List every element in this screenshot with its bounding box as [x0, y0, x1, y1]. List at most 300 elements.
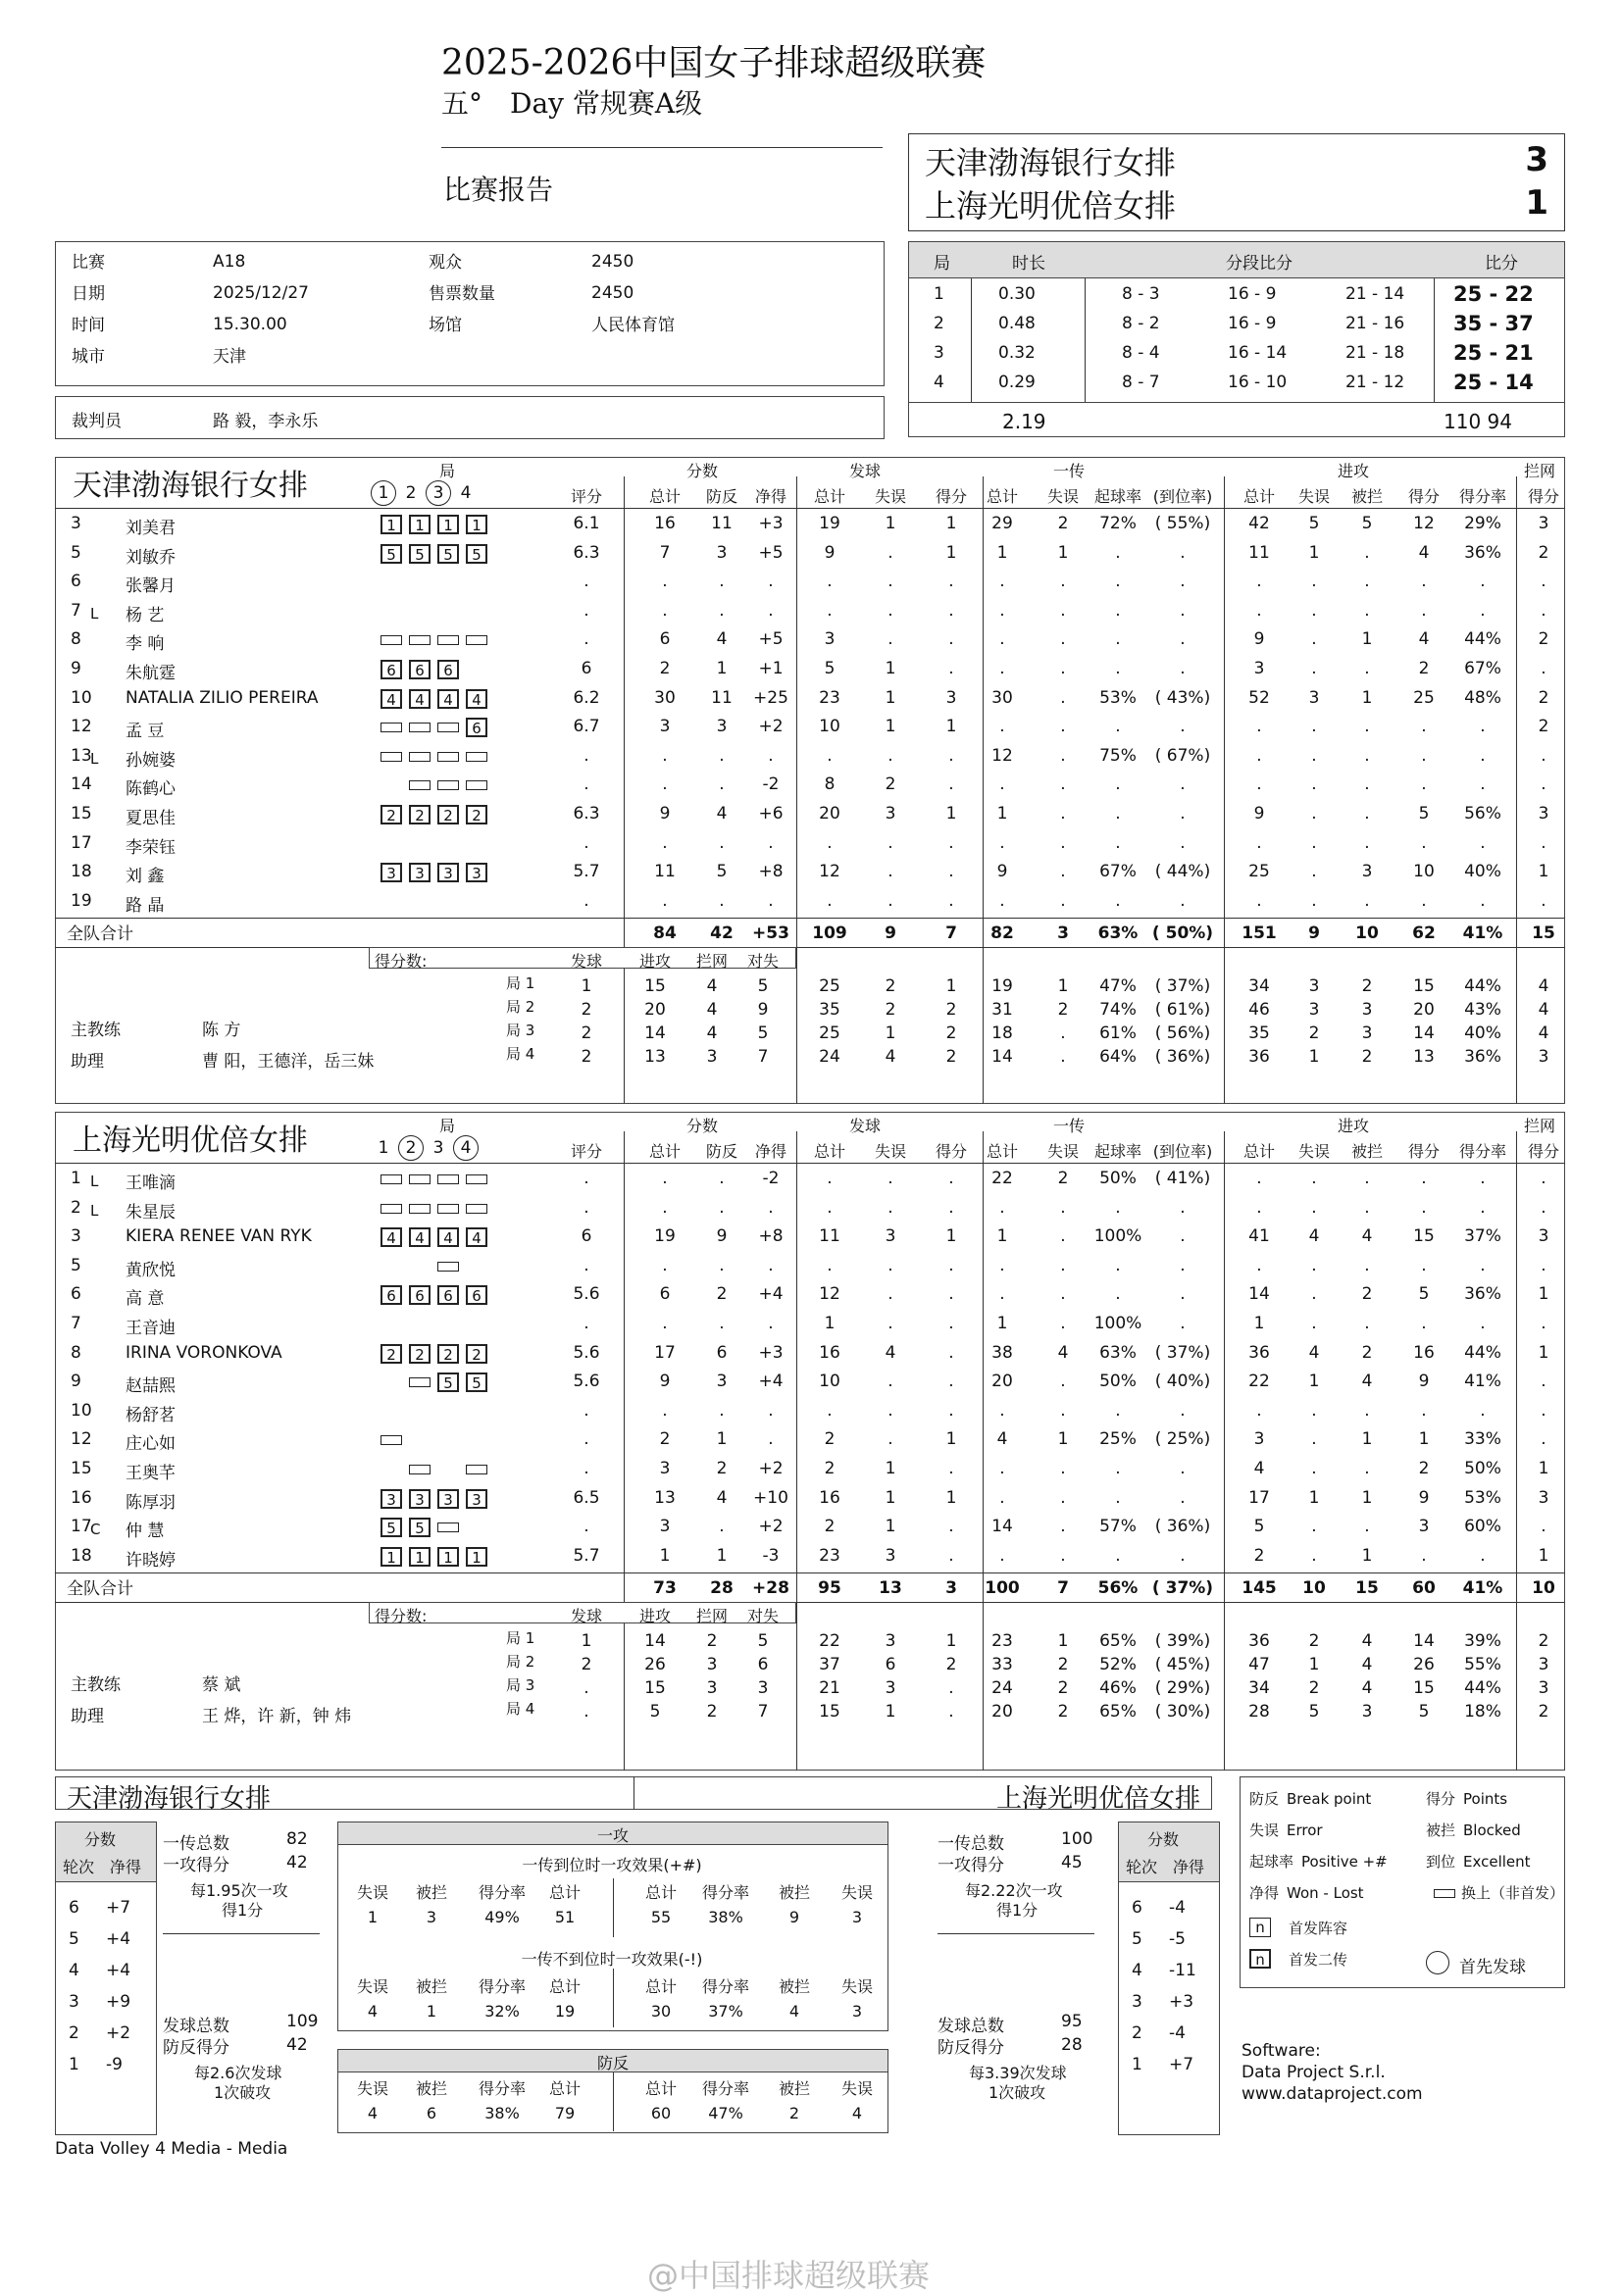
- sub-marker: [437, 752, 459, 762]
- sub-header: 总计: [644, 1883, 677, 1902]
- sub-header: 被拦: [778, 1883, 810, 1902]
- stat-cell: .: [1311, 629, 1317, 650]
- coach-label: 主教练: [71, 1675, 121, 1696]
- starting-position: 2: [409, 1344, 431, 1364]
- total-cell: 100: [985, 1578, 1020, 1599]
- stat-cell: .: [768, 745, 774, 766]
- set-indicator: 2: [398, 1135, 424, 1161]
- starting-position: 5: [466, 544, 487, 564]
- side-value: 109: [286, 2012, 319, 2031]
- stat-cell: 9: [996, 862, 1008, 882]
- stat-cell: 30: [991, 687, 1013, 708]
- time-value: 15.30.00: [213, 315, 287, 334]
- points-cell: 20: [644, 1000, 666, 1021]
- total-label: 全队合计: [67, 1579, 133, 1600]
- stat-cell: 1: [1361, 629, 1373, 650]
- good-pass-value: 49%: [484, 1908, 520, 1926]
- stat-cell: .: [887, 745, 893, 766]
- set-stat-cell: .: [948, 1678, 954, 1699]
- stat-cell: 5.7: [573, 862, 600, 882]
- set-stat-cell: 2: [1361, 976, 1373, 997]
- side-value: 100: [1061, 1829, 1093, 1849]
- stat-cell: .: [1421, 572, 1427, 592]
- legend-desc: Blocked: [1463, 1822, 1521, 1839]
- stat-cell: .: [1256, 1197, 1262, 1218]
- legend-item: [1249, 1820, 1323, 1840]
- stat-cell: .: [1115, 659, 1121, 678]
- stat-cell: 4: [1308, 1226, 1320, 1247]
- legend-item: 首先发球: [1459, 1958, 1526, 1977]
- total-duration: 2.19: [1002, 410, 1046, 433]
- stat-cell: .: [887, 1197, 893, 1218]
- group-label: 局: [438, 462, 455, 480]
- rotation-net: +4: [106, 1961, 131, 1980]
- set-stat-cell: .: [1060, 1047, 1066, 1068]
- stat-cell: 2: [1057, 514, 1069, 533]
- starting-position: 5: [409, 544, 431, 564]
- sub-marker: [437, 1262, 459, 1272]
- total-cell: ( 50%): [1151, 923, 1214, 944]
- stat-cell: .: [999, 600, 1005, 621]
- stat-cell: .: [1541, 832, 1546, 853]
- stat-cell: 29%: [1464, 514, 1501, 533]
- defense-value: 47%: [708, 2104, 743, 2122]
- stat-cell: .: [948, 1517, 954, 1537]
- player-name: 朱航霆: [126, 664, 176, 683]
- sub-header: 得分率: [701, 2079, 749, 2098]
- set-stat-cell: 25: [819, 976, 840, 997]
- stat-cell: .: [999, 1197, 1005, 1218]
- stat-cell: 1: [885, 1459, 896, 1478]
- software-url: www.dataproject.com: [1242, 2084, 1423, 2104]
- stat-cell: .: [1311, 1517, 1317, 1537]
- stat-cell: ( 41%): [1154, 1169, 1211, 1188]
- stat-cell: .: [1541, 1429, 1546, 1450]
- set-stat-cell: 34: [1248, 1678, 1270, 1699]
- stat-cell: .: [1115, 774, 1121, 795]
- side-note: 每3.39次发球: [969, 2064, 1067, 2082]
- column-header: 评分: [570, 1142, 602, 1161]
- set-stat-cell: 2: [945, 1047, 957, 1068]
- column-header: 总计: [648, 1142, 681, 1161]
- stat-cell: .: [1364, 745, 1370, 766]
- set-label: 局 4: [506, 1045, 535, 1064]
- stat-cell: 33%: [1464, 1429, 1501, 1450]
- stat-cell: 1: [945, 1429, 957, 1450]
- stat-cell: 2: [1538, 629, 1549, 650]
- stat-cell: .: [768, 1197, 774, 1218]
- set-stat-cell: 1: [945, 976, 957, 997]
- stat-cell: 3: [885, 1226, 896, 1247]
- total-cell: 145: [1242, 1578, 1277, 1599]
- set-indicator: 3: [432, 1138, 444, 1158]
- stat-cell: 2: [1057, 1169, 1069, 1188]
- stat-cell: .: [1541, 774, 1546, 795]
- stat-cell: .: [719, 890, 725, 911]
- starting-position: 2: [437, 1344, 459, 1364]
- stat-cell: .: [768, 1400, 774, 1421]
- points-cell: 4: [706, 1000, 718, 1021]
- set-row-cell: 8 - 3: [1122, 284, 1160, 304]
- stat-cell: .: [768, 1314, 774, 1333]
- stat-cell: .: [999, 1487, 1005, 1508]
- player-name: 夏思佳: [126, 809, 176, 828]
- stat-cell: .: [1364, 832, 1370, 853]
- stat-cell: .: [583, 1517, 589, 1537]
- sub-marker: [437, 780, 459, 790]
- points-col-header: 拦网: [695, 952, 728, 972]
- set-indicators: [371, 1135, 481, 1161]
- stat-cell: 2: [1538, 687, 1549, 708]
- assistant-names: 曹 阳，王德洋，岳三妹: [202, 1052, 375, 1073]
- stat-cell: .: [887, 1284, 893, 1305]
- points-cell: 3: [757, 1678, 769, 1699]
- rotation-net: +2: [106, 2023, 131, 2043]
- legend-abbr: 起球率: [1249, 1853, 1294, 1871]
- stat-cell: 12: [991, 745, 1013, 766]
- set-label: 局 4: [506, 1700, 535, 1719]
- stat-cell: 41: [1248, 1226, 1270, 1247]
- player-name: 仲 慧: [126, 1522, 165, 1542]
- sub-marker: [437, 1204, 459, 1214]
- player-number: 5: [71, 542, 81, 563]
- rotation-title: 分数: [84, 1830, 117, 1849]
- points-cell: 14: [644, 1023, 666, 1044]
- stat-cell: .: [662, 572, 668, 592]
- stat-cell: .: [887, 1372, 893, 1392]
- stat-cell: .: [1060, 832, 1066, 853]
- stat-cell: .: [719, 745, 725, 766]
- sub-marker: [380, 1435, 402, 1445]
- stat-cell: .: [1115, 600, 1121, 621]
- stat-cell: 1: [1361, 1545, 1373, 1566]
- stat-cell: .: [1364, 659, 1370, 678]
- stat-cell: +5: [758, 629, 784, 650]
- stat-cell: .: [1421, 1400, 1427, 1421]
- stat-cell: .: [1060, 862, 1066, 882]
- points-cell: .: [583, 1702, 589, 1722]
- set-stat-cell: 3: [1538, 1655, 1549, 1675]
- starting-setter-icon: n: [1249, 1949, 1271, 1969]
- stat-cell: 56%: [1464, 804, 1501, 824]
- points-cell: 2: [581, 1047, 592, 1068]
- stat-cell: 4: [1057, 1342, 1069, 1363]
- stat-cell: .: [1541, 1372, 1546, 1392]
- stat-cell: .: [1311, 1429, 1317, 1450]
- stat-cell: .: [1480, 1400, 1486, 1421]
- set-stat-cell: ( 39%): [1154, 1631, 1211, 1652]
- starting-position: 6: [380, 660, 402, 679]
- stat-cell: .: [1060, 659, 1066, 678]
- th-score: 比分: [1485, 254, 1518, 274]
- total-cell: 109: [812, 923, 847, 944]
- stat-cell: .: [1541, 1255, 1546, 1275]
- stat-cell: .: [948, 1342, 954, 1363]
- set-stat-cell: 47: [1248, 1655, 1270, 1675]
- set-row-cell: 8 - 4: [1122, 343, 1160, 363]
- starting-position: 6: [466, 1285, 487, 1305]
- stat-cell: -2: [762, 1169, 780, 1188]
- stat-cell: .: [1541, 1169, 1546, 1188]
- set-stat-cell: 64%: [1099, 1047, 1137, 1068]
- stat-cell: .: [1480, 1545, 1486, 1566]
- stat-cell: 41%: [1464, 1372, 1501, 1392]
- stat-cell: +6: [758, 804, 784, 824]
- set-row-cell: 21 - 18: [1345, 343, 1405, 363]
- set-final-score: 25 - 21: [1453, 341, 1534, 365]
- stat-cell: .: [1480, 1314, 1486, 1333]
- bad-pass-value: 37%: [708, 2002, 743, 2021]
- stat-cell: 9: [659, 1372, 671, 1392]
- player-number: 8: [71, 1342, 81, 1363]
- player-number: 2: [71, 1197, 81, 1218]
- player-name: 刘 鑫: [126, 867, 165, 887]
- stat-cell: ( 37%): [1154, 1342, 1211, 1363]
- set-final-score: 25 - 14: [1453, 371, 1534, 394]
- set-stat-cell: 44%: [1464, 976, 1501, 997]
- player-number: 1: [71, 1169, 81, 1188]
- column-header: 失误: [1046, 487, 1079, 506]
- set-divider: [55, 947, 1565, 948]
- total-cell: 62: [1412, 923, 1436, 944]
- starting-position: 1: [437, 515, 459, 534]
- set-stat-cell: 2: [1308, 1678, 1320, 1699]
- points-cell: 3: [706, 1655, 718, 1675]
- stat-cell: .: [1311, 1284, 1317, 1305]
- set-stat-cell: 35: [819, 1000, 840, 1021]
- rotation-title: 分数: [1147, 1830, 1180, 1849]
- rotation-net: +7: [1169, 2055, 1194, 2074]
- points-cell: 3: [706, 1047, 718, 1068]
- side-label: 一传总数: [938, 1834, 1004, 1854]
- stat-cell: .: [1421, 832, 1427, 853]
- stat-cell: .: [948, 1314, 954, 1333]
- stat-cell: .: [662, 745, 668, 766]
- stat-cell: 5: [1253, 1517, 1265, 1537]
- stat-cell: +10: [753, 1487, 788, 1508]
- defense-value: 79: [554, 2104, 576, 2122]
- stat-cell: 6.2: [573, 687, 600, 708]
- player-name: 刘美君: [126, 519, 176, 538]
- stat-cell: .: [1060, 1314, 1066, 1333]
- stat-cell: .: [999, 659, 1005, 678]
- column-header: 总计: [813, 487, 845, 506]
- starting-position: 6: [409, 660, 431, 679]
- stat-cell: .: [948, 1459, 954, 1478]
- legend-abbr: 防反: [1249, 1790, 1280, 1808]
- stat-cell: .: [827, 1400, 833, 1421]
- player-number: 15: [71, 1459, 92, 1478]
- set-stat-cell: 3: [1308, 976, 1320, 997]
- column-header: 总计: [813, 1142, 845, 1161]
- match-code: A18: [213, 252, 246, 272]
- rotation-col1: 轮次: [1126, 1858, 1158, 1876]
- stat-cell: .: [583, 1459, 589, 1478]
- coach-label: 主教练: [71, 1021, 121, 1041]
- stat-cell: .: [1421, 1255, 1427, 1275]
- stat-cell: .: [999, 1255, 1005, 1275]
- referee-box: [55, 396, 885, 439]
- set-row-cell: 21 - 12: [1345, 373, 1405, 392]
- center-divider: [613, 1878, 614, 1937]
- stat-cell: .: [1256, 745, 1262, 766]
- stat-cell: .: [768, 600, 774, 621]
- stat-cell: 6.3: [573, 804, 600, 824]
- total-cell: 151: [1242, 923, 1277, 944]
- total-cell: 10: [1302, 1578, 1326, 1599]
- stat-cell: 3: [1418, 1517, 1430, 1537]
- set-stat-cell: 2: [1538, 1702, 1549, 1722]
- first-serve-icon: [1426, 1951, 1449, 1974]
- stat-cell: .: [768, 1429, 774, 1450]
- watermark: @中国排球超级联赛: [647, 2257, 931, 2294]
- sub-header: 得分率: [478, 1883, 526, 1902]
- stat-cell: .: [719, 1169, 725, 1188]
- set-stat-cell: 3: [1538, 1678, 1549, 1699]
- side-note: 1次破攻: [214, 2083, 272, 2102]
- rotation-col2: 净得: [1173, 1858, 1205, 1876]
- player-number: 14: [71, 774, 92, 795]
- points-cell: 15: [644, 1678, 666, 1699]
- set-stat-cell: 15: [1413, 1678, 1435, 1699]
- time-label: 时间: [72, 316, 105, 335]
- stat-cell: 37%: [1464, 1226, 1501, 1247]
- stat-cell: .: [999, 572, 1005, 592]
- stat-cell: .: [827, 572, 833, 592]
- starting-position: 5: [466, 1373, 487, 1392]
- stat-cell: 1: [1308, 542, 1320, 563]
- stat-cell: 63%: [1099, 1342, 1137, 1363]
- stat-cell: 100%: [1093, 1314, 1142, 1333]
- set-stat-cell: 23: [991, 1631, 1013, 1652]
- stat-cell: .: [1060, 774, 1066, 795]
- stat-cell: .: [1180, 1487, 1186, 1508]
- column-header: 起球率: [1093, 487, 1141, 506]
- set-indicator: 1: [378, 1138, 389, 1158]
- player-name: 庄心如: [126, 1434, 176, 1455]
- side-note: 得1分: [222, 1901, 264, 1920]
- points-cell: 26: [644, 1655, 666, 1675]
- sub-marker: [380, 723, 402, 732]
- sub-header: 被拦: [778, 2079, 810, 2098]
- stat-cell: .: [1311, 1400, 1317, 1421]
- stat-cell: 11: [654, 862, 676, 882]
- stat-cell: .: [827, 832, 833, 853]
- total-cell: 84: [653, 923, 677, 944]
- stat-cell: 14: [1248, 1284, 1270, 1305]
- legend-abbr: 到位: [1426, 1853, 1456, 1871]
- stat-cell: .: [1364, 804, 1370, 824]
- sub-header: 失误: [840, 2079, 873, 2098]
- stat-cell: .: [1256, 1255, 1262, 1275]
- stat-cell: .: [999, 774, 1005, 795]
- stat-cell: 16: [819, 1487, 840, 1508]
- legend-item: [1426, 1851, 1531, 1872]
- stat-cell: 5: [824, 659, 836, 678]
- set-indicator: 3: [426, 480, 451, 506]
- player-number: 7: [71, 600, 81, 621]
- set-stat-cell: 3: [1308, 1000, 1320, 1021]
- defense-value: 4: [367, 2104, 379, 2122]
- set-row-cell: 16 - 10: [1228, 373, 1288, 392]
- report-title: 比赛报告: [443, 174, 554, 206]
- stat-cell: 5: [1418, 1284, 1430, 1305]
- stat-cell: .: [719, 774, 725, 795]
- stat-cell: .: [1115, 1487, 1121, 1508]
- sub-header: 失误: [356, 1977, 388, 1996]
- sub-marker-icon: [1434, 1889, 1455, 1898]
- sub-marker: [437, 635, 459, 645]
- defense-title: 防反: [596, 2054, 629, 2072]
- player-name: 李 响: [126, 634, 165, 655]
- set-stat-cell: 1: [1308, 1047, 1320, 1068]
- stat-cell: .: [662, 1255, 668, 1275]
- column-header: 失误: [1046, 1142, 1079, 1161]
- stat-cell: 3: [945, 687, 957, 708]
- set-final-score: 35 - 37: [1453, 312, 1534, 335]
- bad-pass-value: 4: [367, 2002, 379, 2021]
- stat-cell: .: [1180, 659, 1186, 678]
- stat-cell: 5: [1308, 514, 1320, 533]
- set-label: 局 1: [506, 974, 535, 993]
- stat-cell: .: [583, 629, 589, 650]
- stat-cell: .: [1180, 774, 1186, 795]
- stat-cell: 50%: [1464, 1459, 1501, 1478]
- stat-cell: .: [887, 600, 893, 621]
- stat-cell: 1: [945, 1226, 957, 1247]
- stat-cell: .: [948, 659, 954, 678]
- sets-table: [908, 241, 1565, 437]
- stat-cell: 1: [1253, 1314, 1265, 1333]
- set-indicator: 1: [371, 480, 396, 506]
- stat-cell: .: [1180, 890, 1186, 911]
- set-stat-cell: 4: [885, 1047, 896, 1068]
- starting-position: 2: [380, 1344, 402, 1364]
- stat-cell: .: [1480, 745, 1486, 766]
- sub-header: 总计: [548, 1883, 581, 1902]
- summary-section: [55, 1776, 1565, 2149]
- stat-cell: 10: [819, 1372, 840, 1392]
- column-header: 失误: [1297, 487, 1330, 506]
- legend-desc: Won - Lost: [1287, 1884, 1364, 1902]
- stat-cell: .: [1115, 1459, 1121, 1478]
- defense-value: 6: [426, 2104, 437, 2122]
- bad-pass-value: 3: [851, 2002, 863, 2021]
- stat-cell: .: [887, 1314, 893, 1333]
- set-row-cell: 0.29: [998, 373, 1036, 392]
- total-cell: ( 37%): [1151, 1578, 1214, 1599]
- stat-cell: 72%: [1099, 514, 1137, 533]
- stat-cell: .: [887, 832, 893, 853]
- stat-cell: 11: [711, 514, 733, 533]
- points-col-header: 对失: [746, 1607, 779, 1626]
- stat-cell: 3: [1538, 1226, 1549, 1247]
- stat-cell: .: [999, 1400, 1005, 1421]
- stat-cell: .: [1060, 1517, 1066, 1537]
- stat-cell: 36%: [1464, 542, 1501, 563]
- stat-cell: .: [768, 1255, 774, 1275]
- set-stat-cell: 37: [819, 1655, 840, 1675]
- stat-cell: 5.6: [573, 1284, 600, 1305]
- stat-cell: 20: [819, 804, 840, 824]
- side-note: 每2.22次一攻: [965, 1881, 1063, 1900]
- stat-cell: .: [1060, 745, 1066, 766]
- stat-cell: 2: [1361, 1342, 1373, 1363]
- points-cell: .: [583, 1678, 589, 1699]
- set-stat-cell: 33: [991, 1655, 1013, 1675]
- starting-position: 4: [380, 689, 402, 709]
- set-row-cell: 16 - 14: [1228, 343, 1288, 363]
